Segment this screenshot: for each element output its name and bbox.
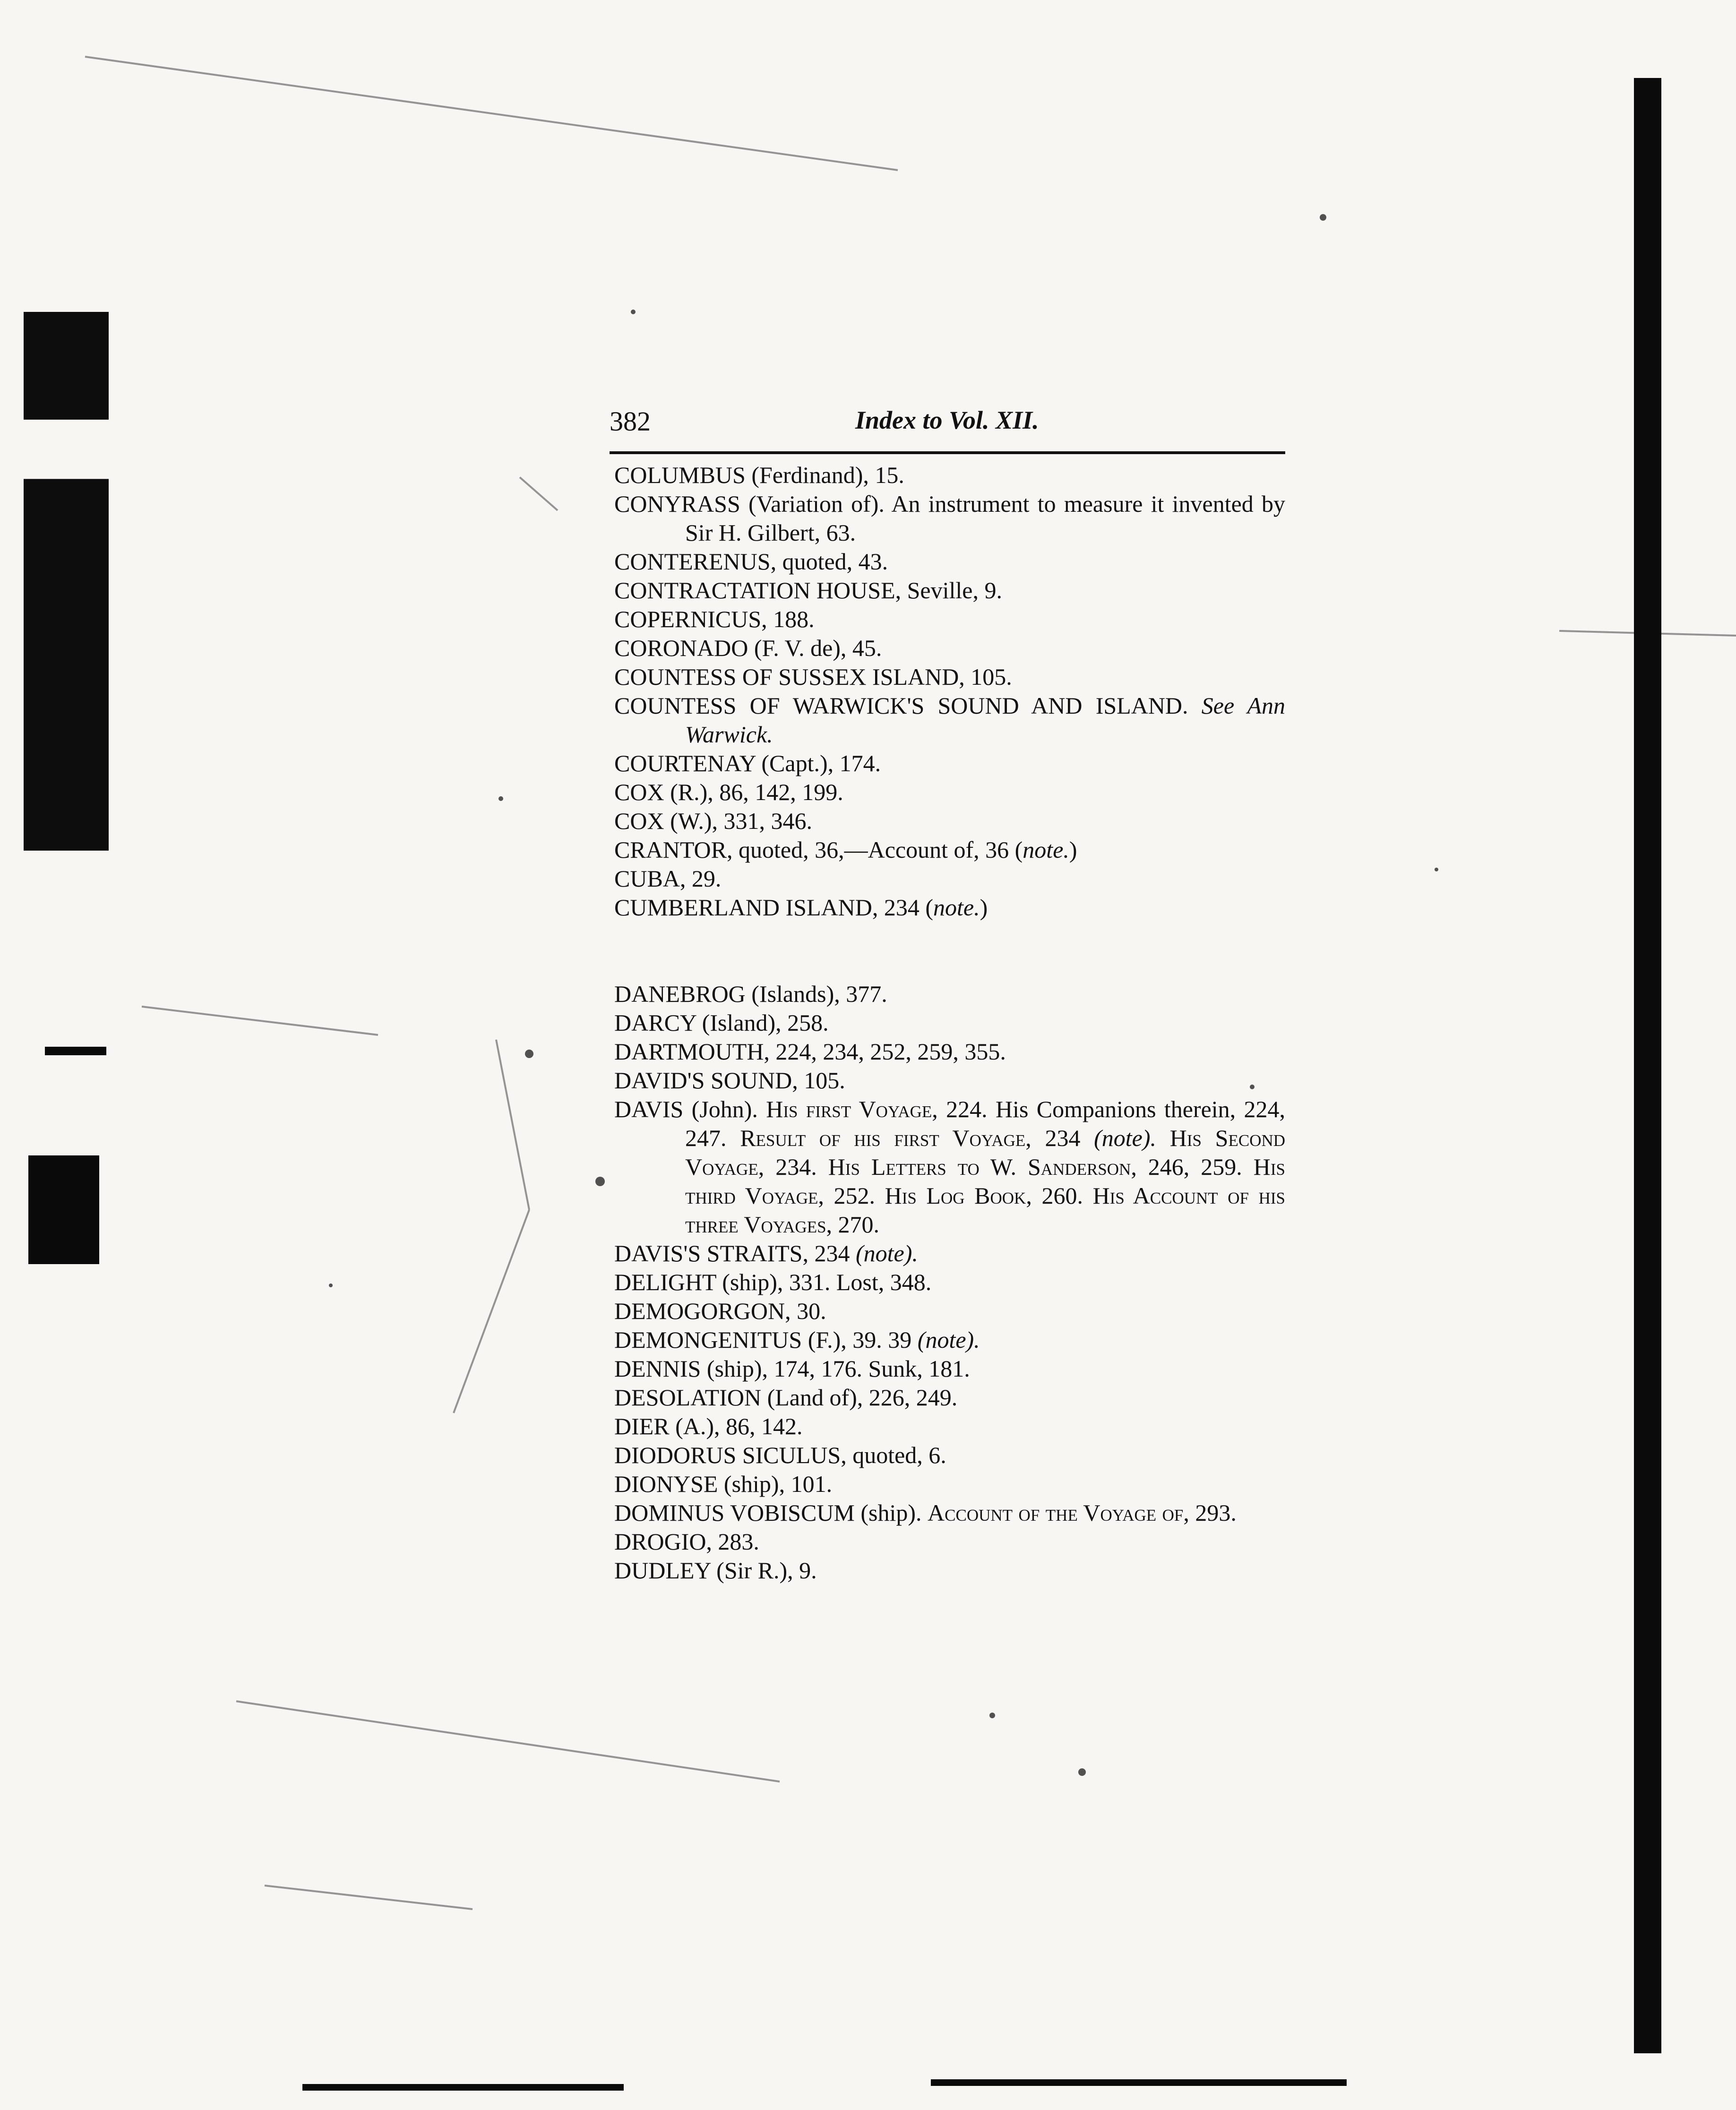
index-entry: CRANTOR, quoted, 36,—Account of, 36 (note.) <box>614 836 1077 863</box>
page-number: 382 <box>610 406 651 437</box>
index-entry: CONYRASS (Variation of). An instrument to measure it invented by Sir H. Gilbert, 63. <box>614 491 1285 546</box>
scan-artifact <box>302 2084 624 2091</box>
index-entry: DUDLEY (Sir R.), 9. <box>614 1557 817 1584</box>
index-entry: DEMONGENITUS (F.), 39. 39 (note). <box>614 1326 980 1353</box>
scan-artifact <box>28 1155 99 1264</box>
index-entry: DENNIS (ship), 174, 176. Sunk, 181. <box>614 1355 970 1382</box>
index-entry: COUNTESS OF SUSSEX ISLAND, 105. <box>614 663 1012 690</box>
page-header <box>610 405 1285 443</box>
index-entry: CONTERENUS, quoted, 43. <box>614 548 888 575</box>
index-entry: CUMBERLAND ISLAND, 234 (note.) <box>614 894 988 921</box>
index-entry: COX (R.), 86, 142, 199. <box>614 779 843 805</box>
header-rule <box>610 451 1285 454</box>
index-entry: DARCY (Island), 258. <box>614 1009 829 1036</box>
index-entry: DAVIS (John). His first Voyage, 224. His Companions therein, 224, 247. Result of his first Voyage, 234 (note). His Second Voyage, 234. His Letters to W. Sanderson, 246, 259. His third Voyage, 252. His Log Book, 260. His Account of his three Voyages, 270. <box>614 1096 1286 1238</box>
index-entry: DANEBROG (Islands), 377. <box>614 981 887 1007</box>
index-entry: DIODORUS SICULUS, quoted, 6. <box>614 1442 946 1468</box>
index-entry: DELIGHT (ship), 331. Lost, 348. <box>614 1269 932 1295</box>
index-entry: CORONADO (F. V. de), 45. <box>614 635 882 661</box>
index-entry: DIER (A.), 86, 142. <box>614 1413 803 1439</box>
running-title: Index to Vol. XII. <box>855 406 1039 434</box>
index-entry: DAVIS'S STRAITS, 234 (note). <box>614 1240 918 1266</box>
index-entry: COPERNICUS, 188. <box>614 606 815 632</box>
index-entry: CONTRACTATION HOUSE, Seville, 9. <box>614 577 1002 603</box>
index-entry: COLUMBUS (Ferdinand), 15. <box>614 462 904 488</box>
scan-artifact <box>45 1047 106 1055</box>
index-entry: COX (W.), 331, 346. <box>614 808 812 834</box>
scan-artifact <box>24 312 109 851</box>
index-entry: COURTENAY (Capt.), 174. <box>614 750 881 776</box>
index-entry: COUNTESS OF WARWICK'S SOUND AND ISLAND. See Ann Warwick. <box>614 692 1285 748</box>
index-entry: DOMINUS VOBISCUM (ship). Account of the Voyage of, 293. <box>614 1499 1237 1526</box>
index-entry: CUBA, 29. <box>614 865 722 892</box>
index-entry: DIONYSE (ship), 101. <box>614 1471 833 1497</box>
index-entry: DARTMOUTH, 224, 234, 252, 259, 355. <box>614 1038 1006 1065</box>
index-entry: DESOLATION (Land of), 226, 249. <box>614 1384 958 1411</box>
scan-artifact <box>931 2079 1347 2086</box>
section-gap <box>614 922 1285 980</box>
book-spine-shadow <box>1634 78 1661 2053</box>
index-entry: DEMOGORGON, 30. <box>614 1298 826 1324</box>
index-entry: DAVID'S SOUND, 105. <box>614 1067 845 1094</box>
index-entry: DROGIO, 283. <box>614 1528 759 1555</box>
index-list <box>614 461 1285 1585</box>
